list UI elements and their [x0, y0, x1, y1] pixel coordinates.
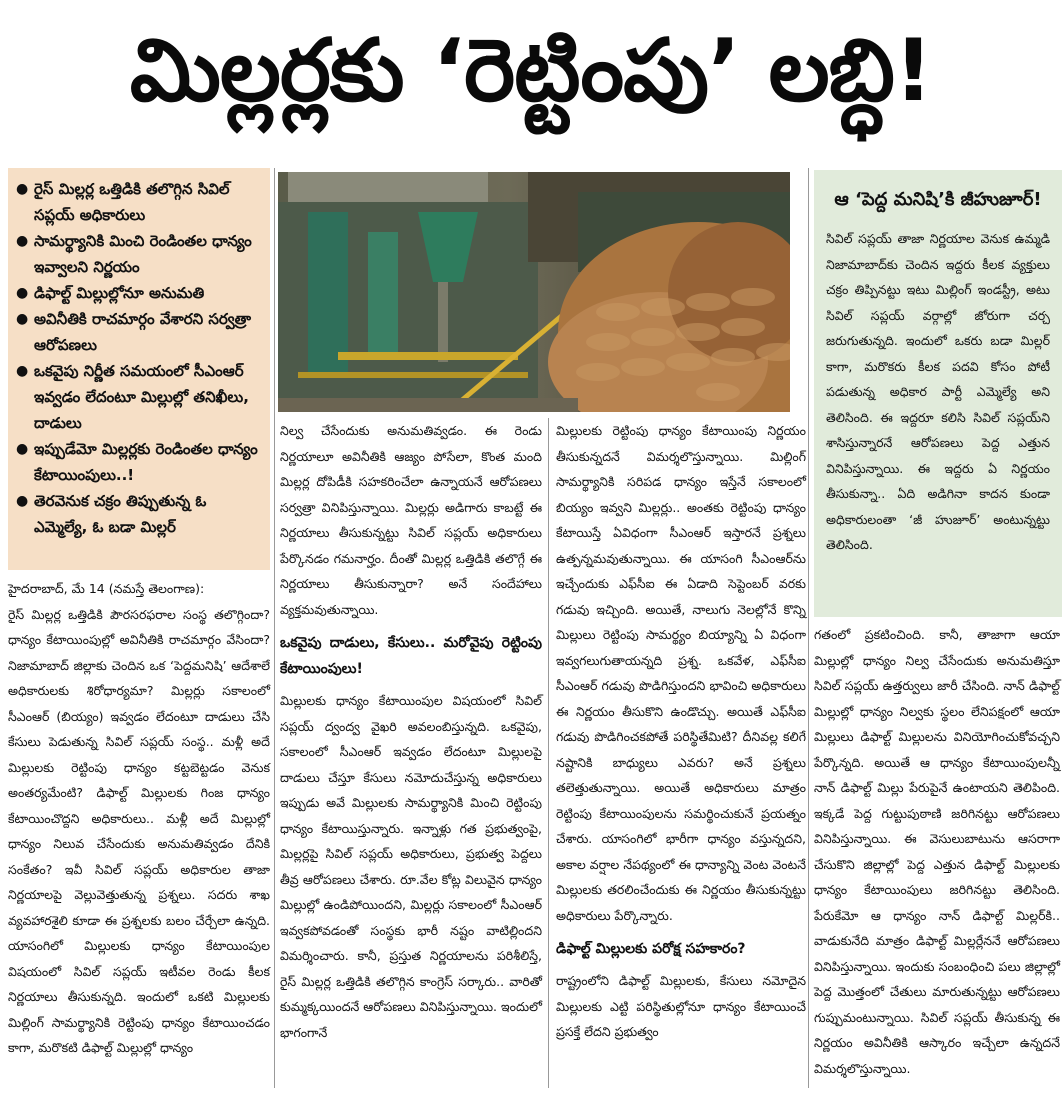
sidebar-body: సివిల్ సప్లయ్ తాజా నిర్ణయాల వెనుక ఉమ్మడి నిజామాబాద్‌కు చెందిన ఇద్దరు కీలక వ్యక్తులు చక్రం తిప్పినట్టు ఇటు మిల్లింగ్ ఇండస్ట్రీ, అటు సివిల్ సప్లయ్ వర్గాల్లో జోరుగా చర్చ జరుగుతున్నది. ఇందులో ఒకరు బడా మిల్లర్ కాగా, మరొకరు కీలక పదవి కోసం పోటీ పడుతున్న అధికార పార్టీ ఎమ్మెల్యే అని తెలిసింది. ఈ ఇద్దరూ కలిసి సివిల్ సప్లయ్‌ని శాసిస్తున్నారనే ఆరోపణలు పెద్ద ఎత్తున వినిపిస్తున్నాయి. ఈ ఇద్దరు ఏ నిర్ణయం తీసుకున్నా.. ఏది అడిగినా కాదన కుండా అధికారులంతా ‘జీ హుజూర్’ అంటున్నట్టు తెలిసింది. [826, 231, 1050, 552]
sidebar-title: ఆ ‘పెద్ద మనిషి’కి జీహుజూర్! [834, 189, 1042, 210]
subheading-raids: ఒకవైపు దాడులు, కేసులు.. మరోవైపు రెట్టింపు కేటాయింపులు! [280, 635, 542, 677]
highlight-text: సామర్థ్యానికి మించి రెండింతల ధాన్యం ఇవ్వాలని నిర్ణయం [34, 232, 252, 276]
highlight-text: డిఫాల్ట్ మిల్లుల్లోనూ అనుమతి [34, 284, 205, 302]
warehouse-photo-illustration [278, 172, 790, 412]
warehouse-photo [278, 172, 790, 412]
highlight-item [16, 280, 262, 306]
highlight-item [16, 306, 262, 358]
highlight-text: తెరవెనుక చక్రం తిప్పుతున్న ఓ ఎమ్మెల్యే, ఓ బడా మిల్లర్ [34, 492, 207, 536]
column-3-para-1: మిల్లులకు రెట్టింపు ధాన్యం కేటాయింపు నిర్ణయం తీసుకున్నదనే విమర్శలొస్తున్నాయి. మిల్లింగ్ సామర్థ్యానికి సరిపడ ధాన్యం ఇస్తేనే సకాలంలో బియ్యం ఇవ్వని మిల్లర్లు.. అంతకు రెట్టింపు ధాన్యం కేటాయిస్తే ఏవిధంగా సీఎంఆర్ ఇస్తారనే ప్రశ్నలు ఉత్పన్నమవుతున్నాయి. ఈ యాసంగి సీఎంఆర్‌ను ఇచ్చేందుకు ఎఫ్‌సీఐ ఈ ఏడాది సెప్టెంబర్ వరకు గడువు ఇచ్చింది. అయితే, నాలుగు నెలల్లోనే కొన్ని మిల్లులు రెట్టింపు సామర్థ్యం బియ్యాన్ని ఏ విధంగా ఇవ్వగలుగుతాయన్నది ప్రశ్న. ఒకవేళ, ఎఫ్‌సీఐ సీఎంఆర్ గడువు పొడిగిస్తుందని భావించి అధికారులు ఈ నిర్ణయం తీసుకొని ఉండొచ్చు. అయితే ఎఫ్‌సీఐ గడువు పొడిగించకపోతే పరిస్థితేమిటి? దీనివల్ల కలిగే నష్టానికి బాధ్యులు ఎవరు? అనే ప్రశ్నలు తలెత్తుతున్నాయి. అయితే అధికారులు మాత్రం రెట్టింపు కేటాయింపులను సమర్థించుకునే ప్రయత్నం చేశారు. యాసంగిలో భారీగా ధాన్యం వస్తున్నదని, అకాల వర్షాల నేపథ్యంలో ఈ ధాన్యాన్ని వెంట వెంటనే మిల్లులకు తరలించేందుకు ఈ నిర్ణయం తీసుకున్నట్టు అధికారులు పేర్కొన్నారు. [556, 423, 806, 923]
subheading-default-mills: డిఫాల్ట్ మిల్లులకు పరోక్ష సహకారం? [556, 941, 746, 957]
column-2 [280, 418, 542, 1045]
column-divider [274, 168, 275, 1088]
highlight-item [16, 358, 262, 436]
bullet-icon: ● [16, 363, 29, 379]
bullet-icon: ● [16, 285, 29, 301]
highlight-text: రైస్ మిల్లర్ల ఒత్తిడికి తలొగ్గిన సివిల్ సప్లయ్ అధికారులు [34, 180, 230, 224]
column-1-body: రైస్ మిల్లర్ల ఒత్తిడికి పౌరసరఫరాల సంస్థ తలొగ్గిందా? ధాన్యం కేటాయింపుల్లో అవినీతికి రాచమార్గం వేసిందా? నిజామాబాద్ జిల్లాకు చెందిన ఒక ‘పెద్దమనిషి’ ఆదేశాలే అధికారులకు శిరోధార్యమా? మిల్లర్లు సకాలంలో సీఎంఆర్ (బియ్యం) ఇవ్వడం లేదంటూ దాడులు చేసి కేసులు పెడుతున్న సివిల్ సప్లయ్ సంస్థ.. మళ్లీ అదే మిల్లులకు రెట్టింపు ధాన్యం కట్టబెట్టడం వెనుక అంతర్యమేంటి? డిఫాల్ట్ మిల్లులకు గింజ ధాన్యం కేటాయించొద్దని అధికారులు.. మళ్లీ అదే మిల్లుల్లో ధాన్యం నిలువ చేసేందుకు అనుమతివ్వడం దేనికి సంకేతం? ఇవీ సివిల్ సప్లయ్ అధికారుల తాజా నిర్ణయాలపై వెల్లువెత్తుతున్న ప్రశ్నలు. సదరు శాఖ వ్యవహారశైలి కూడా ఈ ప్రశ్నలకు బలం చేర్చేలా ఉన్నది. యాసంగిలో మిల్లులకు ధాన్యం కేటాయింపుల విషయంలో సివిల్ సప్లయ్ ఇటీవల రెండు కీలక నిర్ణయాలు తీసుకున్నది. ఇందులో ఒకటి మిల్లులకు మిల్లింగ్ సామర్థ్యానికి రెట్టింపు ధాన్యం కేటాయించడం కాగా, మరొకటి డిఫాల్ట్ మిల్లుల్లో ధాన్యం [8, 606, 270, 1055]
highlight-item [16, 176, 262, 228]
highlight-text: అవినీతికి రాచమార్గం వేశారని సర్వత్రా ఆరోపణలు [34, 310, 252, 354]
column-1 [8, 576, 270, 1061]
column-3-para-2: రాష్ట్రంలోని డిఫాల్ట్ మిల్లులకు, కేసులు నమోదైన మిల్లులకు ఎట్టి పరిస్థితుల్లోనూ ధాన్యం కేటాయించే ప్రసక్తే లేదని ప్రభుత్వం [556, 973, 806, 1039]
column-4-body: గతంలో ప్రకటించింది. కానీ, తాజాగా ఆయా మిల్లుల్లో ధాన్యం నిల్వ చేసేందుకు అనుమతిస్తూ సివిల్ సప్లయ్ ఉత్తర్వులు జారీ చేసింది. నాన్ డిఫాల్ట్ మిల్లుల్లో ధాన్యం నిల్వకు స్థలం లేనిపక్షంలో ఆయా మిల్లులు డిఫాల్ట్ మిల్లులను వినియోగించుకోవచ్చని పేర్కొన్నది. అయితే ఆ ధాన్యం కేటాయింపులన్నీ నాన్ డిఫాల్ట్ మిల్లు పేరుపైనే ఉంటాయని తెలిపింది. ఇక్కడే పెద్ద గుట్టుపుఠాణి జరిగినట్టు ఆరోపణలు వినిపిస్తున్నాయి. ఈ వెసులుబాటును ఆసరాగా చేసుకొని జిల్లాల్లో పెద్ద ఎత్తున డిఫాల్ట్ మిల్లులకు ధాన్యం కేటాయింపులు జరిగినట్టు తెలిసింది. పేరుకేమో ఆ ధాన్యం నాన్ డిఫాల్ట్ మిల్లర్‌కి.. వాడుకునేది మాత్రం డిఫాల్ట్ మిల్లర్లేననే ఆరోపణలు వినిపిస్తున్నాయి. ఇందుకు సంబంధించి పలు జిల్లాల్లో పెద్ద మొత్తంలో చేతులు మారుతున్నట్టు ఆరోపణలు గుప్పుమంటున్నాయి. సివిల్ సప్లయ్ తీసుకున్న ఈ నిర్ణయం అవినీతికి ఆస్కారం ఇచ్చేలా ఉన్నదనే విమర్శలొస్తున్నాయి. [814, 627, 1060, 1076]
column-divider [808, 168, 809, 1088]
highlight-item [16, 436, 262, 488]
highlights-box [8, 168, 270, 570]
column-4 [814, 622, 1060, 1081]
bullet-icon: ● [16, 233, 29, 249]
bullet-icon: ● [16, 311, 29, 327]
dateline: హైదరాబాద్, మే 14 (నమస్తే తెలంగాణ): [8, 581, 205, 596]
column-3 [556, 418, 806, 1045]
headline: మిల్లర్లకు ‘రెట్టింపు’ లబ్ధి! [129, 20, 933, 121]
column-2-para-2: మిల్లులకు ధాన్యం కేటాయింపుల విషయంలో సివిల్ సప్లయ్ ద్వంద్వ వైఖరి అవలంబిస్తున్నది. ఒకవైపు, సకాలంలో సీఎంఆర్ ఇవ్వడం లేదంటూ మిల్లులపై దాడులు చేస్తూ కేసులు నమోదుచేస్తున్న అధికారులు ఇప్పుడు అవే మిల్లులకు సామర్థ్యానికి మించి రెట్టింపు ధాన్యం కేటాయిస్తున్నారు. ఇన్నాళ్లు గత ప్రభుత్వంపై, మిల్లర్లపై సివిల్ సప్లయ్ అధికారులు, ప్రభుత్వ పెద్దలు తీవ్ర ఆరోపణలు చేశారు. రూ.వేల కోట్ల విలువైన ధాన్యం మిల్లుల్లో ఉండిపోయిందని, మిల్లర్లు సకాలంలో సీఎంఆర్ ఇవ్వకపోవడంతో సంస్థకు భారీ నష్టం వాటిల్లిందని విమర్శించారు. కానీ, ప్రస్తుత నిర్ణయాలను పరిశీలిస్తే, రైస్ మిల్లర్ల ఒత్తిడికి తలొగ్గిన కాంగ్రెస్ సర్కారు.. వారితో కుమ్మక్కయిందనే ఆరోపణలు వినిపిస్తున్నాయి. ఇందులో భాగంగానే [280, 693, 542, 1040]
highlight-text: ఇప్పుడేమో మిల్లర్లకు రెండింతల ధాన్యం కేటాయింపులు..! [34, 440, 258, 484]
bullet-icon: ● [16, 493, 29, 509]
highlight-item [16, 228, 262, 280]
highlight-item [16, 488, 262, 540]
bullet-icon: ● [16, 441, 29, 457]
sidebar-box [814, 170, 1062, 617]
bullet-icon: ● [16, 181, 29, 197]
highlight-text: ఒకవైపు నిర్ణీత సమయంలో సీఎంఆర్ ఇవ్వడం లేదంటూ మిల్లుల్లో తనిఖీలు, దాడులు [34, 362, 249, 432]
column-2-para-1: నిల్వ చేసేందుకు అనుమతివ్వడం. ఈ రెండు నిర్ణయాలూ అవినీతికి ఆజ్యం పోసేలా, కొంత మంది మిల్లర్ల దోపిడీకి సహకరించేలా ఉన్నాయనే ఆరోపణలు సర్వత్రా వినిపిస్తున్నాయి. మిల్లర్లు అడిగారు కాబట్టే ఈ నిర్ణయాలు తీసుకున్నట్టు సివిల్ సప్లయ్ అధికారులు పేర్కొనడం గమనార్హం. దీంతో మిల్లర్ల ఒత్తిడికి తలొగ్గే ఈ నిర్ణయాలు తీసుకున్నారా? అనే సందేహాలు వ్యక్తమవుతున్నాయి. [280, 423, 542, 617]
column-divider [548, 418, 549, 1088]
